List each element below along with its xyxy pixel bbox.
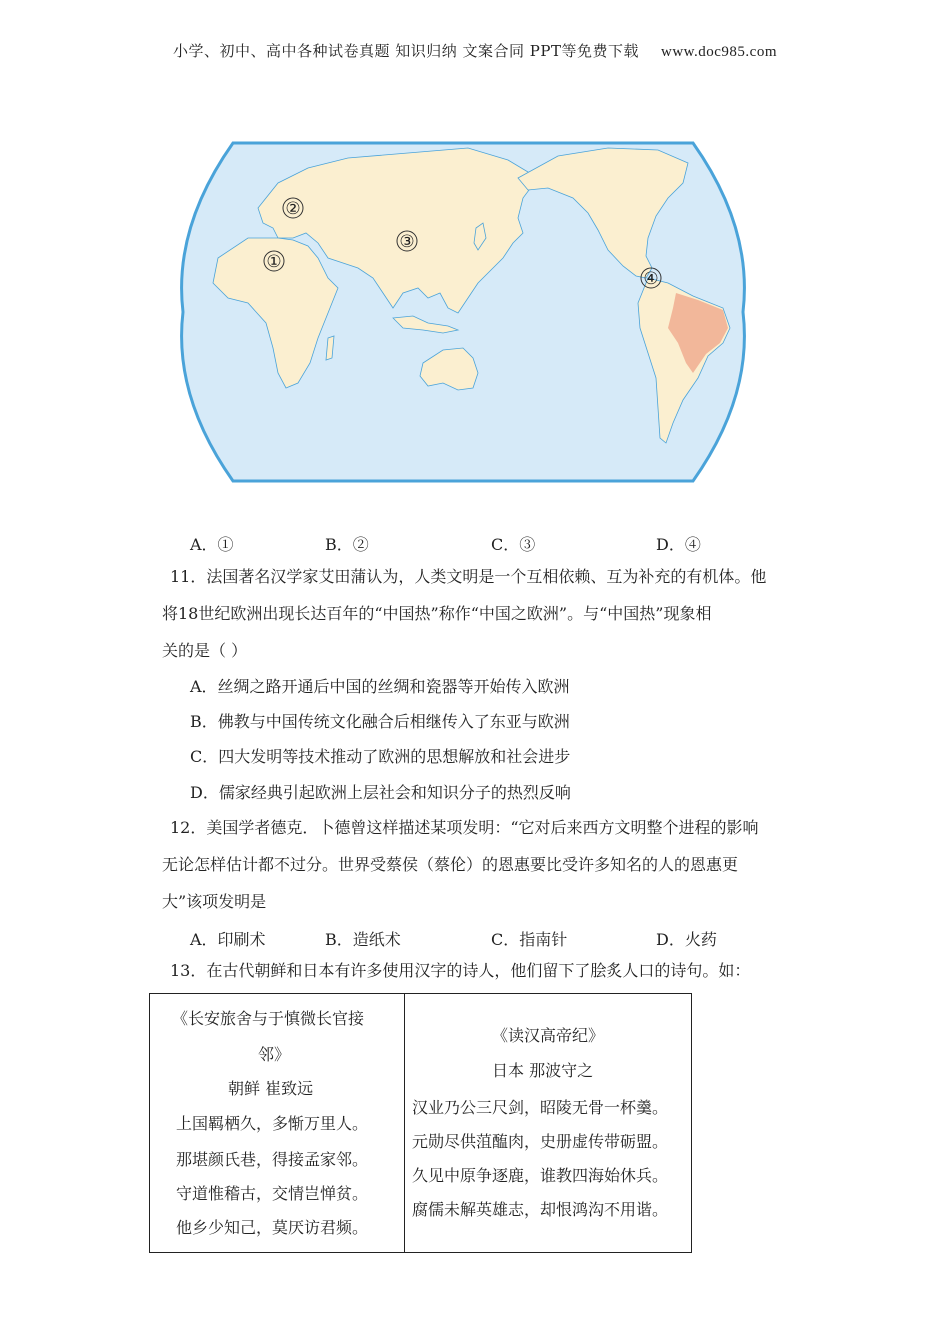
q11-option-d[interactable]: D．儒家经典引起欧洲上层社会和知识分子的热烈反响 — [190, 783, 571, 802]
q11-stem-line-1: 11．法国著名汉学家艾田蒲认为，人类文明是一个互相依赖、互为补充的有机体。他 — [170, 567, 767, 586]
q10-option-a[interactable]: A．① — [190, 535, 234, 554]
poem-table — [149, 993, 692, 1253]
q12-option-d[interactable]: D．火药 — [656, 930, 717, 949]
poem-right-cell — [404, 994, 690, 1252]
world-map — [178, 138, 748, 486]
header-text: 小学、初中、高中各种试卷真题 知识归纳 文案合同 PPT等免费下载 — [172, 42, 639, 60]
q12-stem-line-1: 12．美国学者德克．卜德曾这样描述某项发明：“它对后来西方文明整个进程的影响 — [170, 818, 759, 837]
poem-left-line-4: 他乡少知己，莫厌访君频。 — [176, 1218, 369, 1237]
marker-1 — [264, 251, 284, 271]
poem-right-line-2: 元勋尽供菹醢肉，史册虚传带砺盟。 — [412, 1132, 669, 1151]
header-site-link[interactable]: www.doc985.com — [660, 44, 777, 60]
marker-2 — [283, 198, 303, 218]
q12-option-c[interactable]: C．指南针 — [491, 930, 568, 949]
svg-text:④: ④ — [643, 269, 659, 288]
q10-option-c[interactable]: C．③ — [491, 535, 536, 554]
q12-option-a[interactable]: A．印刷术 — [190, 930, 266, 949]
svg-text:①: ① — [266, 252, 282, 271]
poem-right-author: 日本 那波守之 — [492, 1061, 594, 1080]
poem-left-line-2: 那堪颜氏巷，得接孟家邻。 — [176, 1150, 369, 1169]
q12-option-b[interactable]: B．造纸术 — [325, 930, 401, 949]
svg-text:②: ② — [285, 199, 301, 218]
q12-stem-line-2: 无论怎样估计都不过分。世界受蔡侯（蔡伦）的恩惠要比受许多知名的人的恩惠更 — [162, 855, 739, 874]
marker-3 — [397, 231, 417, 251]
q10-option-d[interactable]: D．④ — [656, 535, 701, 554]
q12-options — [0, 927, 950, 949]
q11-option-a[interactable]: A．丝绸之路开通后中国的丝绸和瓷器等开始传入欧洲 — [190, 677, 570, 696]
poem-left-title-line-1: 《长安旅舍与于慎微长官接 — [172, 1009, 365, 1028]
poem-left-author: 朝鲜 崔致远 — [228, 1079, 314, 1098]
q13-stem: 13．在古代朝鲜和日本有许多使用汉字的诗人，他们留下了脍炙人口的诗句。如： — [170, 961, 751, 980]
poem-left-line-1: 上国羁栖久，多惭万里人。 — [176, 1114, 369, 1133]
q11-option-c[interactable]: C．四大发明等技术推动了欧洲的思想解放和社会进步 — [190, 747, 571, 766]
svg-text:③: ③ — [399, 232, 415, 251]
poem-right-line-3: 久见中原争逐鹿，谁教四海始休兵。 — [412, 1166, 669, 1185]
page-header — [0, 40, 950, 61]
marker-4 — [641, 268, 661, 288]
q11-stem-line-2: 将18世纪欧洲出现长达百年的“中国热”称作“中国之欧洲”。与“中国热”现象相 — [162, 604, 712, 623]
q11-stem-line-3: 关的是（ ） — [162, 641, 248, 660]
q11-option-b[interactable]: B．佛教与中国传统文化融合后相继传入了东亚与欧洲 — [190, 712, 570, 731]
poem-right-line-4: 腐儒未解英雄志，却恨鸿沟不用谐。 — [412, 1200, 669, 1219]
poem-left-cell — [150, 994, 405, 1252]
q10-options — [0, 532, 950, 554]
poem-left-title-line-2: 邻》 — [258, 1045, 291, 1064]
world-map-svg — [178, 138, 748, 486]
poem-left-line-3: 守道惟稽古，交情岂惮贫。 — [176, 1184, 369, 1203]
q10-option-b[interactable]: B．② — [325, 535, 369, 554]
poem-right-line-1: 汉业乃公三尺剑，昭陵无骨一杯羹。 — [412, 1098, 669, 1117]
q12-stem-line-3: 大”该项发明是 — [162, 892, 267, 911]
poem-right-title: 《读汉高帝纪》 — [492, 1026, 605, 1045]
